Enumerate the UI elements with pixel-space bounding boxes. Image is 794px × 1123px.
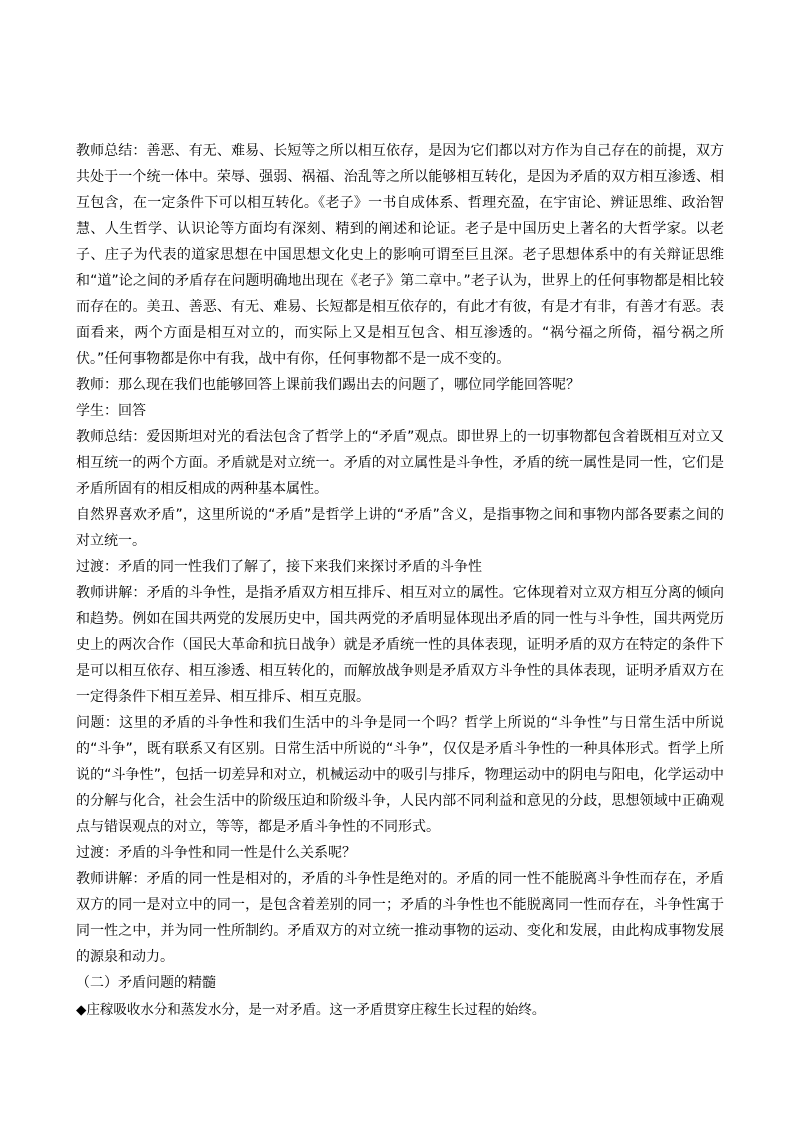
- paragraph-teacher-question: 教师：那么现在我们也能够回答上课前我们踢出去的问题了，哪位同学能回答呢？: [76, 377, 580, 393]
- paragraph-teacher-explain-struggle: 教师讲解：矛盾的斗争性，是指矛盾双方相互排斥、相互对立的属性。它体现着对立双方相互分离的倾向和趋势。例如在国共两党的发展历史中，国共两党的矛盾明显体现出矛盾的同一性与斗争性，国共两党历史上的两次合作（国民大革命和抗日战争）就是矛盾统一性的具体表现，证明矛盾的双方在特定的条件下是可以相互依存、相互渗透、相互转化的，而解放战争则是矛盾双方斗争性的具体表现，证明矛盾双方在一定得条件下相互差异、相互排斥、相互克服。: [76, 585, 724, 705]
- paragraph-student-answer: 学生：回答: [76, 403, 146, 419]
- paragraph-nature-contradiction: 自然界喜欢矛盾”，这里所说的“矛盾”是哲学上讲的“矛盾”含义，是指事物之间和事物内部各要素之间的对立统一。: [76, 507, 724, 549]
- paragraph-transition-struggle: 过渡：矛盾的同一性我们了解了，接下来我们来探讨矛盾的斗争性: [76, 559, 482, 575]
- bullet-item-crops: ◆庄稼吸收水分和蒸发水分，是一对矛盾。这一矛盾贯穿庄稼生长过程的始终。: [76, 1002, 546, 1018]
- paragraph-teacher-summary-einstein: 教师总结：爱因斯坦对光的看法包含了哲学上的“矛盾”观点。即世界上的一切事物都包含着既相互对立又相互统一的两个方面。矛盾就是对立统一。矛盾的对立属性是斗争性，矛盾的统一属性是同一性，它们是矛盾所固有的相反相成的两种基本属性。: [76, 429, 724, 497]
- paragraph-question-struggle: 问题：这里的矛盾的斗争性和我们生活中的斗争是同一个吗？哲学上所说的“斗争性”与日常生活中所说的“斗争”，既有联系又有区别。日常生活中所说的“斗争”，仅仅是矛盾斗争性的一种具体形式。哲学上所说的“斗争性”，包括一切差异和对立，机械运动中的吸引与排斥，物理运动中的阴电与阳电，化学运动中的分解与化合，社会生活中的阶级压迫和阶级斗争，人民内部不同利益和意见的分歧，思想领域中正确观点与错误观点的对立，等等，都是矛盾斗争性的不同形式。: [76, 715, 724, 835]
- paragraph-transition-relation: 过渡：矛盾的斗争性和同一性是什么关系呢？: [76, 845, 356, 861]
- paragraph-teacher-explain-relation: 教师讲解：矛盾的同一性是相对的，矛盾的斗争性是绝对的。矛盾的同一性不能脱离斗争性而存在，矛盾双方的同一是对立中的同一，是包含着差别的同一；矛盾的斗争性也不能脱离同一性而存在，斗争性寓于同一性之中，并为同一性所制约。矛盾双方的对立统一推动事物的运动、变化和发展，由此构成事物发展的源泉和动力。: [76, 871, 724, 965]
- section-heading-essence: （二）矛盾问题的精髓: [76, 975, 216, 991]
- paragraph-teacher-summary-laozi: 教师总结：善恶、有无、难易、长短等之所以相互依存，是因为它们都以对方作为自己存在的前提，双方共处于一个统一体中。荣辱、强弱、祸福、治乱等之所以能够相互转化，是因为矛盾的双方相互渗透、相互包含，在一定条件下可以相互转化。《老子》一书自成体系、哲理充盈，在宇宙论、辨证思维、政治智慧、人生哲学、认识论等方面均有深刻、精到的阐述和论证。老子是中国历史上著名的大哲学家。以老子、庄子为代表的道家思想在中国思想文化史上的影响可谓至巨且深。老子思想体系中的有关辩证思维和“道”论之间的矛盾存在问题明确地出现在《老子》第二章中。”老子认为，世界上的任何事物都是相比较而存在的。美丑、善恶、有无、难易、长短都是相互依存的，有此才有彼，有是才有非，有善才有恶。表面看来，两个方面是相互对立的，而实际上又是相互包含、相互渗透的。“祸兮福之所倚，福兮祸之所伏。”任何事物都是你中有我，战中有你，任何事物都不是一成不变的。: [76, 143, 724, 367]
- document-body: [76, 138, 724, 1023]
